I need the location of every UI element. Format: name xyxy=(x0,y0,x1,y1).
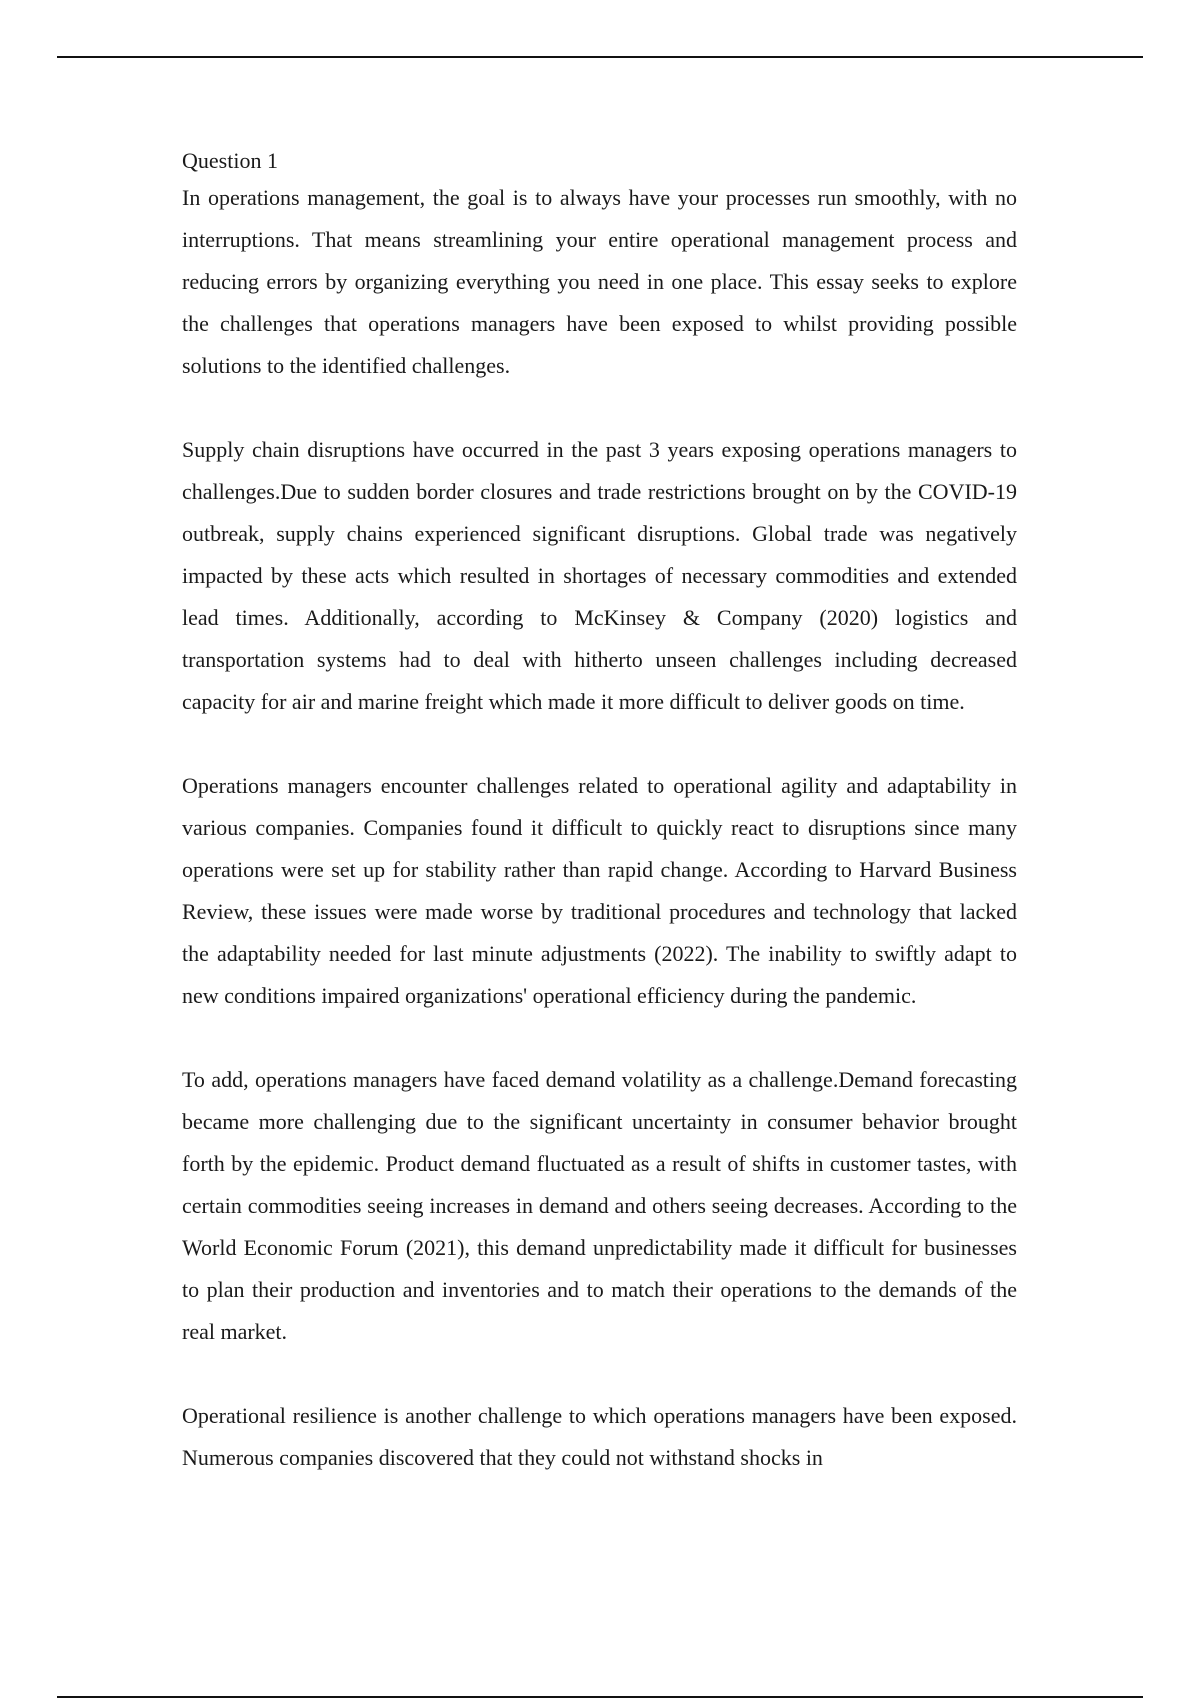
paragraph-agility: Operations managers encounter challenges related to operational agility and adaptability in various companies. Companies found it difficult to quickly react to disruptions since many operations were set up for stability rather than rapid change. According to Harvard Business Review, these issues were made worse by traditional procedures and technology that lacked the adaptability needed for last minute adjustments (2022). The inability to swiftly adapt to new conditions impaired organizations' operational efficiency during the pandemic. xyxy=(182,773,1017,1008)
question-heading: Question 1 xyxy=(182,148,278,173)
paragraph-resilience: Operational resilience is another challenge to which operations managers have been exposed. Numerous companies discovered that they could not withstand shocks in xyxy=(182,1403,1017,1470)
top-rule xyxy=(57,56,1143,58)
paragraph-demand-volatility: To add, operations managers have faced demand volatility as a challenge.Demand forecasting became more challenging due to the significant uncertainty in consumer behavior brought forth by the epidemic. Product demand fluctuated as a result of shifts in customer tastes, with certain commodities seeing increases in demand and others seeing decreases. According to the World Economic Forum (2021), this demand unpredictability made it difficult for businesses to plan their production and inventories and to match their operations to the demands of the real market. xyxy=(182,1067,1017,1344)
bottom-rule xyxy=(57,1696,1143,1698)
paragraph-supply-chain: Supply chain disruptions have occurred in the past 3 years exposing operations managers to challenges.Due to sudden border closures and trade restrictions brought on by the COVID-19 outbreak, supply chains experienced significant disruptions. Global trade was negatively impacted by these acts which resulted in shortages of necessary commodities and extended lead times. Additionally, according to McKinsey & Company (2020) logistics and transportation systems had to deal with hitherto unseen challenges including decreased capacity for air and marine freight which made it more difficult to deliver goods on time. xyxy=(182,437,1017,714)
document-body xyxy=(182,144,1017,1479)
paragraph-introduction: In operations management, the goal is to always have your processes run smoothly, with no interruptions. That means streamlining your entire operational management process and reducing errors by organizing everything you need in one place. This essay seeks to explore the challenges that operations managers have been exposed to whilst providing possible solutions to the identified challenges. xyxy=(182,185,1017,378)
